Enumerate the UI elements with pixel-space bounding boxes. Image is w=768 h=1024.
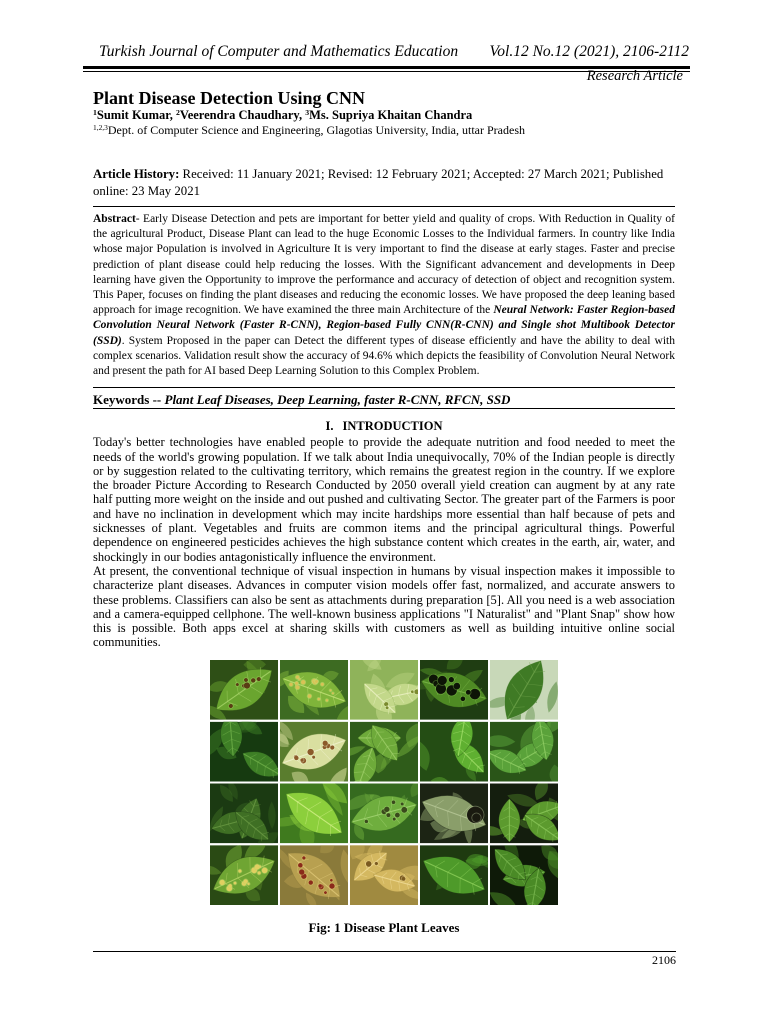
leaf-image-grid xyxy=(210,660,558,905)
leaf-photo xyxy=(337,719,424,792)
affiliation xyxy=(93,123,675,138)
leaf-photo xyxy=(414,660,491,720)
article-type: Research Article xyxy=(586,68,683,84)
figure-disease-leaves xyxy=(210,660,558,905)
article-history-label: Article History: xyxy=(93,167,180,181)
abstract-text-end: . System Proposed in the paper can Detect the different types of disease efficiently and have the ability to deal with complex scenarios. Validation result show the accuracy of 94.6% which depicts the feasibility of Convolution Neural Network and present the path for AI based Deep Learning Solution to this Complex Problem. xyxy=(93,334,675,378)
paragraph: Today's better technologies have enabled people to provide the adequate nutrition and food needed to meet the needs of the world's growing population. If we talk about India unequivocally, 70% of the Indian people is directly or by suggestion related to the cultivating territory, which remains the greatest region in the country. If we explore the broader Picture According to Research Conducted by 2050 overall yield creation can augment by at any rate half putting more weight on the inside and out pushed and cultivating Sector. The greater part of the Farmers is poor and have no inclination in development which may incite hardships more essential than half because of pets and sicknesses of plant. Vegetables and fruits are common items and the principal agricultural things. Powerful dependence on engineered pesticides achieves the high substance content which creates in the earth, air, water, and shockingly in our bodies antagonistically influence the environment. xyxy=(93,435,675,564)
author-index: 3 xyxy=(305,107,310,117)
leaf-photo xyxy=(210,660,281,723)
section-number: I. xyxy=(325,419,334,434)
page-number: 2106 xyxy=(652,953,676,967)
divider xyxy=(93,408,675,409)
divider xyxy=(93,206,675,207)
leaf-photo xyxy=(274,835,355,904)
author-name: Sumit Kumar, xyxy=(96,108,173,122)
volume-info: Vol.12 No.12 (2021), 2106-2112 xyxy=(489,43,689,60)
affiliation-text: Dept. of Computer Science and Engineering, Glagotias University, India, uttar Pradesh xyxy=(107,123,525,137)
abstract xyxy=(93,212,675,379)
footer-rule xyxy=(93,951,676,952)
leaf-photo xyxy=(411,712,492,787)
leaf-photo xyxy=(210,712,286,784)
keywords xyxy=(93,393,675,407)
leaf-photo xyxy=(210,778,282,853)
divider xyxy=(93,387,675,388)
journal-name: Turkish Journal of Computer and Mathematics Education xyxy=(99,43,459,60)
section-heading xyxy=(93,419,675,433)
article-body xyxy=(93,88,675,935)
figure-caption: Fig: 1 Disease Plant Leaves xyxy=(308,919,460,935)
leaf-photo xyxy=(416,783,491,845)
leaf-photo xyxy=(350,660,426,730)
author-name: Ms. Supriya Khaitan Chandra xyxy=(309,108,473,122)
leaf-photo xyxy=(416,845,497,905)
author-index: 1 xyxy=(93,107,97,117)
article-history-text: Received: 11 January 2021; Revised: 12 February 2021; Accepted: 27 March 2021; Published online: 23 May 2021 xyxy=(93,167,664,198)
paper-title: Plant Disease Detection Using CNN xyxy=(93,88,365,108)
section-title: INTRODUCTION xyxy=(342,419,443,434)
article-history xyxy=(93,166,675,200)
keywords-label: Keywords -- xyxy=(93,392,162,408)
affiliation-index: 1,2,3 xyxy=(93,122,108,132)
author-list xyxy=(93,108,675,123)
introduction-text xyxy=(93,435,675,649)
author-name: Veerendra Chaudhary, xyxy=(179,108,303,122)
author-index: 2 xyxy=(175,107,180,117)
abstract-text: - Early Disease Detection and pets are important for better yield and quality of crops. With Reduction in Quality of the agricultural Product, Disease Plant can lead to the huge Economic Losses to the Individual farmers. In country like India whose major Population is involved in Agriculture It is very important to find the disease at early stages. Faster and precise prediction of plant disease could help reducing the losses. With the Significant advancement and developments in Deep learning have given the Opportunity to improve the performance and accuracy of detection of object and recognition system. This Paper, focuses on finding the plant diseases and reducing the economic losses. We have proposed the deep leaning based approach for image recognition. We have examined the three main Architecture of the xyxy=(93,213,675,317)
keywords-terms: Plant Leaf Diseases, Deep Learning, faster R-CNN, RFCN, SSD xyxy=(164,392,511,408)
abstract-emphasis: Neural Network: Faster Region-based Convolution Neural Network (Faster R-CNN), Region-based Fully CNN(R-CNN) and Single shot Multibook Detector (SSD) xyxy=(93,304,676,347)
paragraph: At present, the conventional technique of visual inspection in humans by visual inspection makes it impossible to characterize plant diseases. Advances in computer vision models offer fast, normalized, and accurate answers to these problems. Classifiers can also be sent as attachments during preparation [5]. All you need is a web association and a camera-equipped cellphone. The well-known business applications "I Naturalist" and "Plant Snap" show how this is possible. Both apps excel at sharing skills with customers as well as building intuitive online social communities. xyxy=(93,563,675,650)
leaf-photo xyxy=(339,777,425,843)
abstract-label: Abstract xyxy=(93,213,136,225)
